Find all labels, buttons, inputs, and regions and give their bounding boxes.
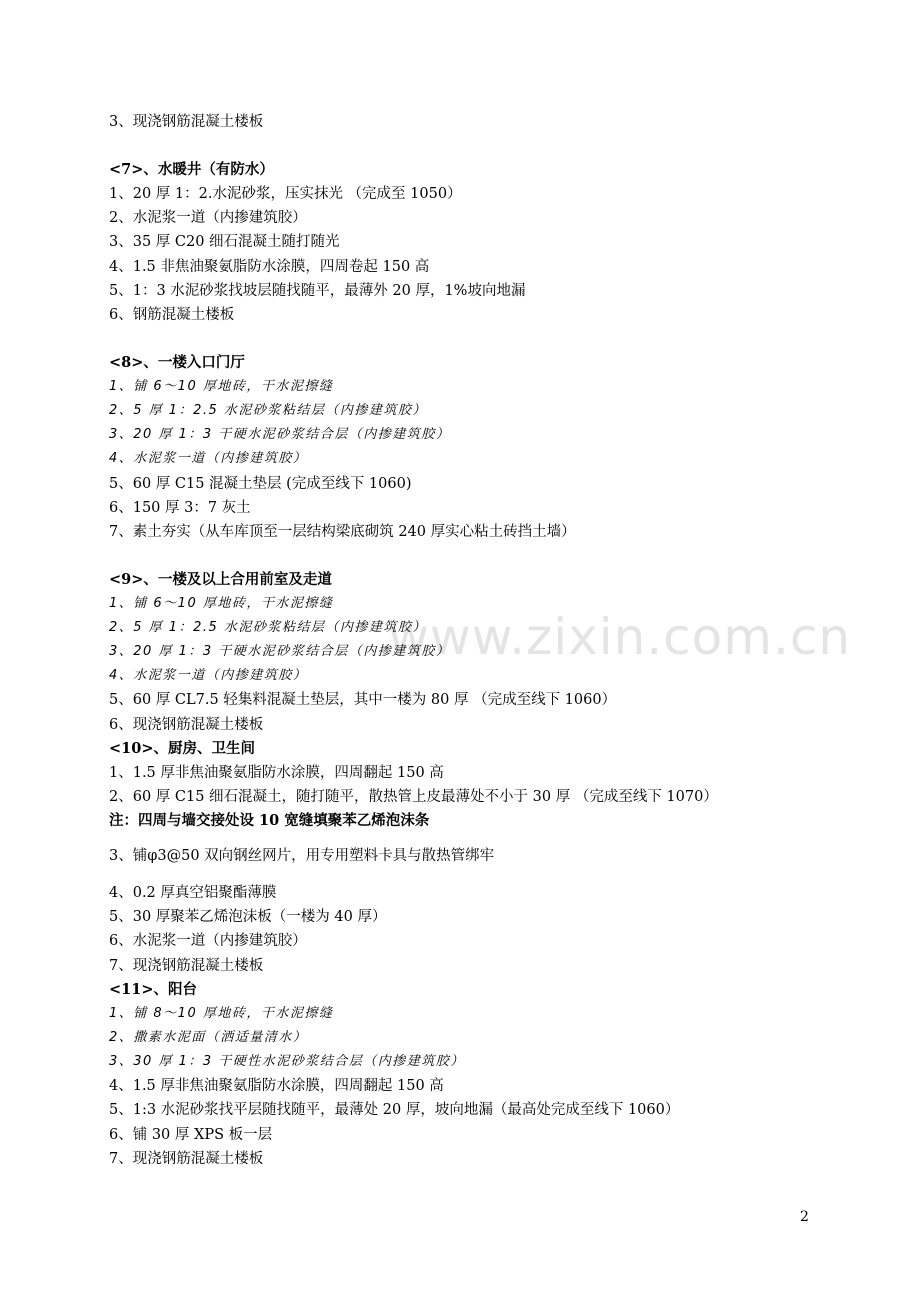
text-line: 1、20 厚 1：2.水泥砂浆，压实抹光 （完成至 1050） [109,186,462,202]
text-line: 4、1.5 厚非焦油聚氨脂防水涂膜，四周翻起 150 高 [109,1078,444,1094]
text-line: 6、铺 30 厚 XPS 板一层 [109,1127,273,1143]
section-heading: <7>、水暖井（有防水） [109,161,274,178]
text-line: 2、5 厚 1：2.5 水泥砂浆粘结层（内掺建筑胶） [109,403,427,418]
text-line: 7、现浇钢筋混凝土楼板 [109,1151,264,1167]
text-line: 4、水泥浆一道（内掺建筑胶） [109,668,308,683]
text-line: 1、铺 8～10 厚地砖，干水泥擦缝 [109,1006,334,1021]
text-line: 2、60 厚 C15 细石混凝土，随打随平，散热管上皮最薄处不小于 30 厚 （完成至线下 1070） [109,789,718,805]
text-line: 5、60 厚 CL7.5 轻集料混凝土垫层，其中一楼为 80 厚 （完成至线下 1060） [109,692,617,708]
text-line: 3、20 厚 1：3 干硬水泥砂浆结合层（内掺建筑胶） [109,644,451,659]
section-heading: <10>、厨房、卫生间 [109,740,255,757]
text-line: 2、撒素水泥面（洒适量清水） [109,1030,308,1045]
text-line: 6、水泥浆一道（内掺建筑胶） [109,933,307,949]
text-line: 3、20 厚 1：3 干硬水泥砂浆结合层（内掺建筑胶） [109,427,451,442]
text-line: 7、现浇钢筋混凝土楼板 [109,958,264,974]
text-line: 4、1.5 非焦油聚氨脂防水涂膜，四周卷起 150 高 [109,259,430,275]
section-heading: <11>、阳台 [109,981,197,998]
text-line: 3、现浇钢筋混凝土楼板 [109,114,264,130]
text-line: 2、5 厚 1：2.5 水泥砂浆粘结层（内掺建筑胶） [109,620,427,635]
section-heading: <8>、一楼入口门厅 [109,354,245,371]
text-line: 6、钢筋混凝土楼板 [109,307,235,323]
text-line: 3、铺φ3@50 双向钢丝网片，用专用塑料卡具与散热管绑牢 [109,848,495,864]
text-line: 3、35 厚 C20 细石混凝土随打随光 [109,234,340,250]
note-line: 注：四周与墙交接处设 10 宽缝填聚苯乙烯泡沫条 [109,812,430,829]
text-line: 5、60 厚 C15 混凝土垫层 (完成至线下 1060) [109,476,412,492]
text-line: 5、1：3 水泥砂浆找坡层随找随平，最薄外 20 厚，1%坡向地漏 [109,283,526,299]
watermark-text: www.zixin.com.cn [388,608,852,666]
text-line: 1、铺 6～10 厚地砖，干水泥擦缝 [109,596,334,611]
text-line: 1、1.5 厚非焦油聚氨脂防水涂膜，四周翻起 150 高 [109,765,444,781]
text-line: 1、铺 6～10 厚地砖，干水泥擦缝 [109,379,334,394]
text-line: 5、1:3 水泥砂浆找平层随找随平，最薄处 20 厚，坡向地漏（最高处完成至线下 1060） [109,1102,680,1118]
text-line: 2、水泥浆一道（内掺建筑胶） [109,210,307,226]
text-line: 4、0.2 厚真空铝聚酯薄膜 [109,885,277,901]
text-line: 6、现浇钢筋混凝土楼板 [109,717,264,733]
page-number: 2 [800,1209,809,1225]
text-line: 4、水泥浆一道（内掺建筑胶） [109,451,308,466]
section-heading: <9>、一楼及以上合用前室及走道 [109,571,332,588]
text-line: 6、150 厚 3：7 灰土 [109,500,251,516]
text-line: 5、30 厚聚苯乙烯泡沫板（一楼为 40 厚） [109,909,387,925]
text-line: 3、30 厚 1：3 干硬性水泥砂浆结合层（内掺建筑胶） [109,1054,465,1069]
text-line: 7、素土夯实（从车库顶至一层结构梁底砌筑 240 厚实心粘土砖挡土墙） [109,524,576,540]
